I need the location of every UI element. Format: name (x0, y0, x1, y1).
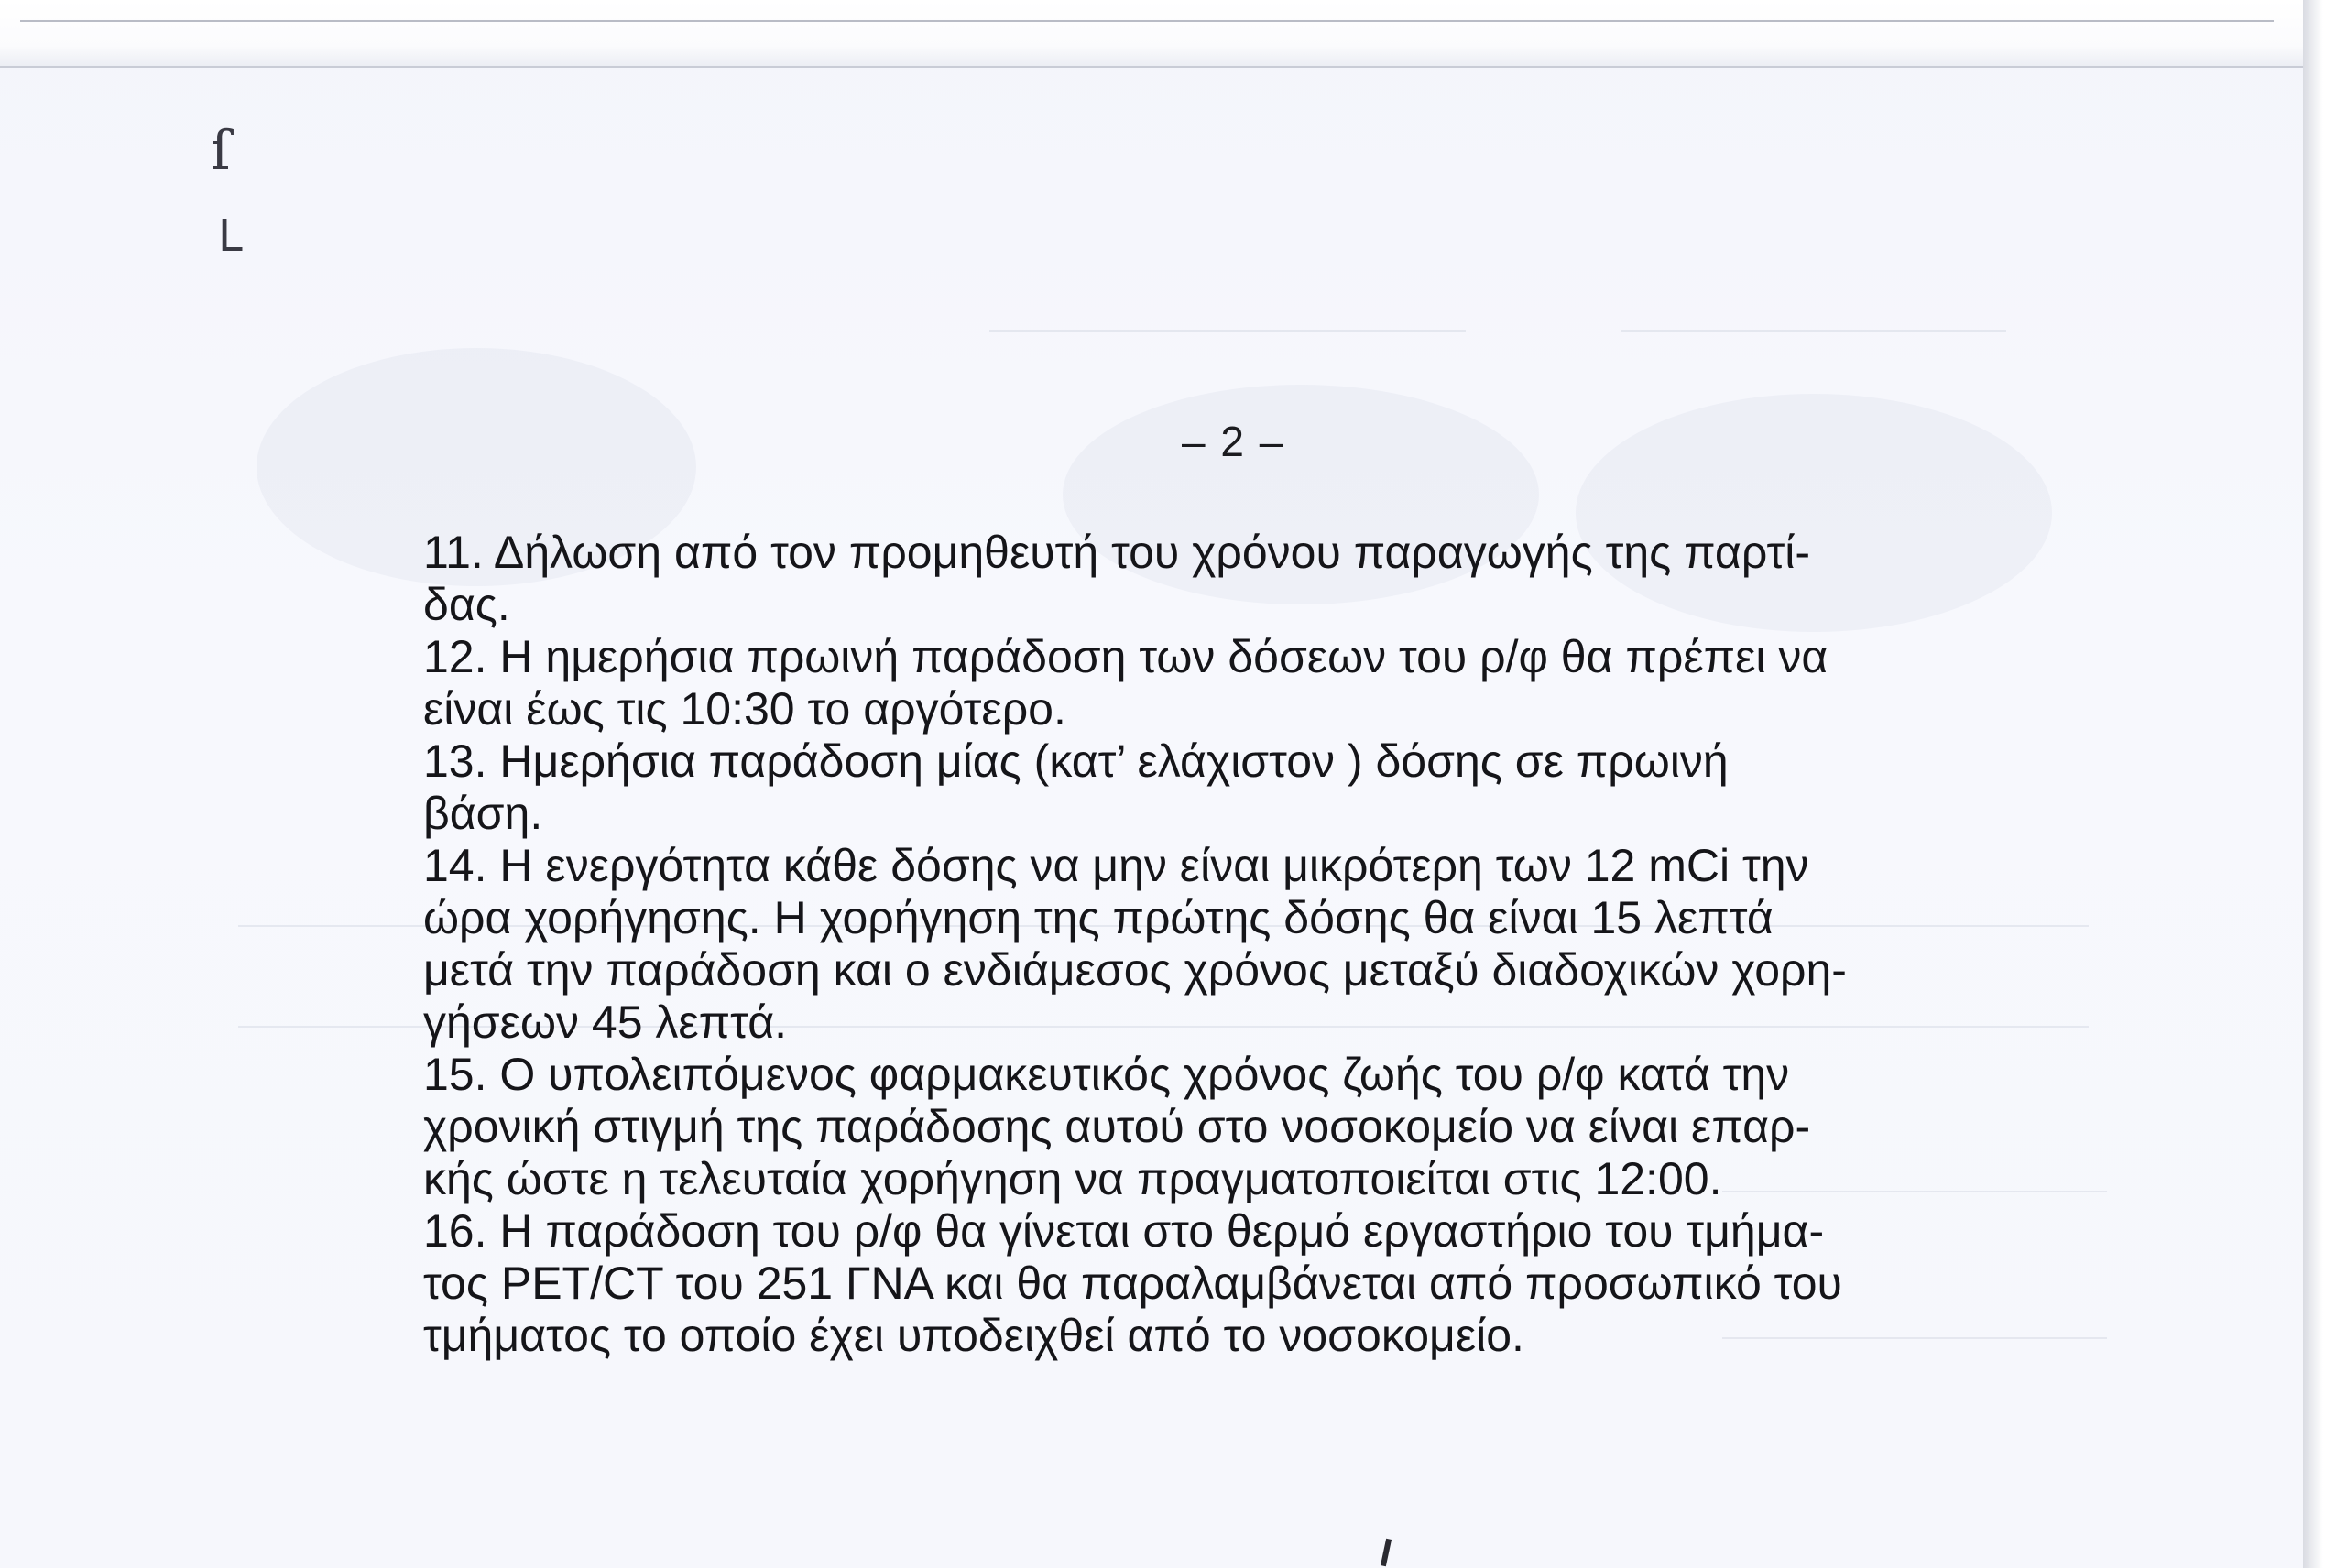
list-item-line: κής ώστε η τελευταία χορήγηση να πραγματοποιείται στις 12:00. (423, 1153, 1722, 1204)
list-item-line: τος PET/CT του 251 ΓΝΑ και θα παραλαμβάνεται από προσωπικό του (423, 1258, 1842, 1309)
list-item-line: 12. Η ημερήσια πρωινή παράδοση των δόσεων του ρ/φ θα πρέπει να (423, 631, 1828, 682)
list-item-line: τμήματος το οποίο έχει υποδειχθεί από το νοσοκομείο. (423, 1310, 1524, 1361)
binder-mark-top: ſ (211, 119, 231, 181)
list-item-11 (423, 527, 2109, 631)
list-item-16 (423, 1205, 2109, 1362)
signature-stroke (1381, 1539, 1392, 1567)
list-item-line: 16. Η παράδοση του ρ/φ θα γίνεται στο θερμό εργαστήριο του τμήμα- (423, 1205, 1825, 1257)
list-item-line: βάση. (423, 788, 543, 839)
list-item-12 (423, 631, 2109, 735)
bleed-through-line-2 (989, 330, 1466, 332)
requirements-list (423, 527, 2109, 1362)
list-item-line: 11. Δήλωση από τον προμηθευτή του χρόνου παραγωγής της παρτί- (423, 527, 1811, 578)
page-number: – 2 – (1182, 418, 1285, 465)
list-item-15 (423, 1049, 2109, 1205)
bleed-through-line-1 (1621, 330, 2006, 332)
list-item-line: ώρα χορήγησης. Η χορήγηση της πρώτης δόσης θα είναι 15 λεπτά (423, 892, 1774, 943)
list-item-line: 13. Ημερήσια παράδοση μίας (κατ’ ελάχιστον ) δόσης σε πρωινή (423, 735, 1729, 787)
scanner-right-border (2303, 0, 2336, 1568)
list-item-line: είναι έως τις 10:30 το αργότερο. (423, 683, 1066, 735)
list-item-line: 15. Ο υπολειπόμενος φαρμακευτικός χρόνος ζωής του ρ/φ κατά την (423, 1049, 1790, 1100)
list-item-13 (423, 735, 2109, 840)
list-item-14 (423, 840, 2109, 1049)
list-item-line: μετά την παράδοση και ο ενδιάμεσος χρόνος μεταξύ διαδοχικών χορη- (423, 944, 1847, 996)
list-item-line: 14. Η ενεργότητα κάθε δόσης να μην είναι μικρότερη των 12 mCi την (423, 840, 1809, 891)
list-item-line: χρονική στιγμή της παράδοσης αυτού στο νοσοκομείο να είναι επαρ- (423, 1101, 1811, 1152)
binder-mark-bottom: ᒪ (218, 211, 243, 262)
list-item-line: γήσεων 45 λεπτά. (423, 996, 788, 1048)
paper-edge-line (20, 20, 2274, 22)
list-item-line: δας. (423, 579, 510, 630)
paper-top-edge (0, 0, 2336, 68)
